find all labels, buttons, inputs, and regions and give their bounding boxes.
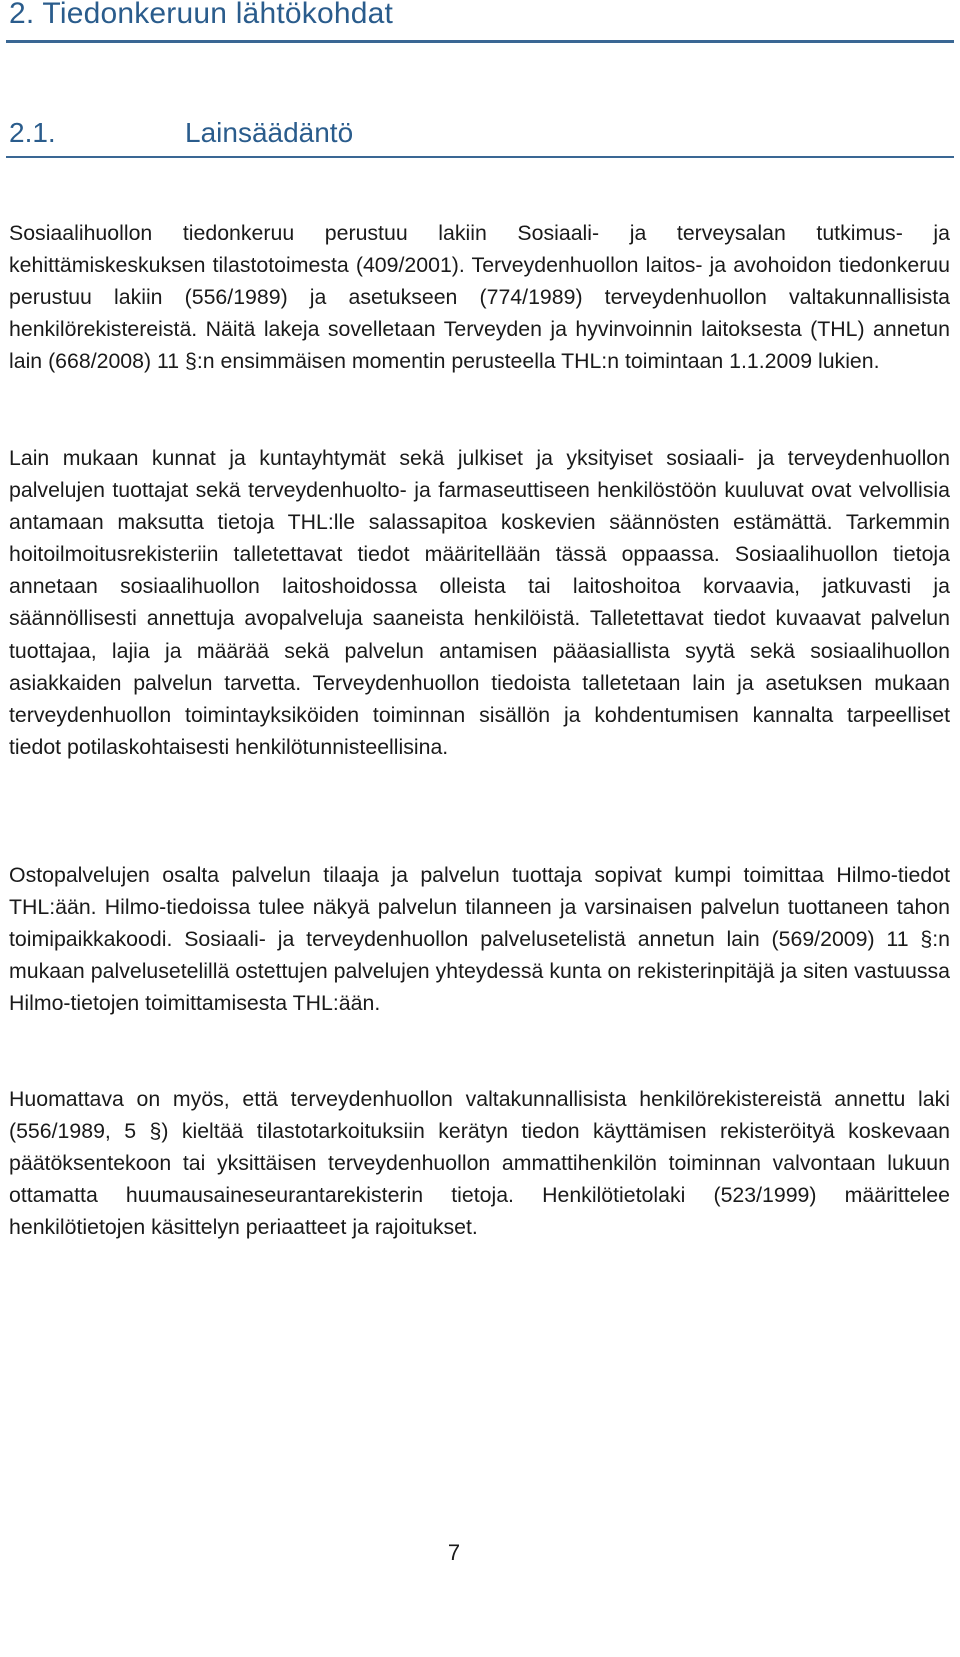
section-heading-rule [6,156,954,158]
chapter-heading: 2. Tiedonkeruun lähtökohdat [9,0,394,30]
body-paragraph-2: Lain mukaan kunnat ja kuntayhtymät sekä julkiset ja yksityiset sosiaali- ja terveydenhuollon palvelujen tuottajat sekä terveydenhuolto- ja farmaseuttiseen henkilöstöön kuuluvat ovat velvollisia antamaan maksutta tietoja THL:lle salassapitoa koskevien säännösten estämättä. Tarkemmin hoitoilmoitusrekisteriin talletettavat tiedot määritellään tässä oppaassa. Sosiaalihuollon tietoja annetaan sosiaalihuollon laitoshoidossa olleista tai laitoshoitoa korvaavia, jatkuvasti ja säännöllisesti annettuja avopalveluja saaneista henkilöistä. Talletettavat tiedot kuvaavat palvelun tuottajaa, lajia ja määrää sekä palvelun antamisen pääasiallista syytä sekä sosiaalihuollon asiakkaiden palvelun tarvetta. Terveydenhuollon tiedoista talletetaan lain ja asetuksen mukaan terveydenhuollon toimintayksiköiden toiminnan sisällön ja kohdentumisen kannalta tarpeelliset tiedot potilaskohtaisesti henkilötunnisteellisina. [9,446,950,759]
body-paragraph-1: Sosiaalihuollon tiedonkeruu perustuu lakiin Sosiaali- ja terveysalan tutkimus- ja kehittämiskeskuksen tilastotoimesta (409/2001). Terveydenhuollon laitos- ja avohoidon tiedonkeruu perustuu lakiin (556/1989) ja asetukseen (774/1989) terveydenhuollon valtakunnallisista henkilörekistereistä. Näitä lakeja sovelletaan Terveyden ja hyvinvoinnin laitoksesta (THL) annetun lain (668/2008) 11 §:n ensimmäisen momentin perusteella THL:n toimintaan 1.1.2009 lukien. [9,221,950,374]
body-paragraph-3: Ostopalvelujen osalta palvelun tilaaja ja palvelun tuottaja sopivat kumpi toimittaa Hilmo-tiedot THL:ään. Hilmo-tiedoissa tulee näkyä palvelun tilanneen ja varsinaisen palvelun tuottaneen tahon toimipaikkakoodi. Sosiaali- ja terveydenhuollon palvelusetelistä annetun lain (569/2009) 11 §:n mukaan palvelusetelillä ostettujen palvelujen yhteydessä kunta on rekisterinpitäjä ja siten vastuussa Hilmo-tietojen toimittamisesta THL:ään. [9,863,950,1016]
chapter-heading-rule [6,40,954,43]
section-title: Lainsäädäntö [185,117,354,148]
page-number: 7 [447,1540,461,1565]
body-paragraph-4: Huomattava on myös, että terveydenhuollon valtakunnallisista henkilörekistereistä annettu laki (556/1989, 5 §) kieltää tilastotarkoituksiin kerätyn tiedon käyttämisen rekisteröityä koskevaan päätöksentekoon tai yksittäisen terveydenhuollon ammattihenkilön toiminnan valvontaan lukuun ottamatta huumausaineseurantarekisterin tietoja. Henkilötietolaki (523/1999) määrittelee henkilötietojen käsittelyn periaatteet ja rajoitukset. [9,1087,950,1240]
section-number: 2.1. [9,117,56,148]
section-heading [9,114,353,152]
